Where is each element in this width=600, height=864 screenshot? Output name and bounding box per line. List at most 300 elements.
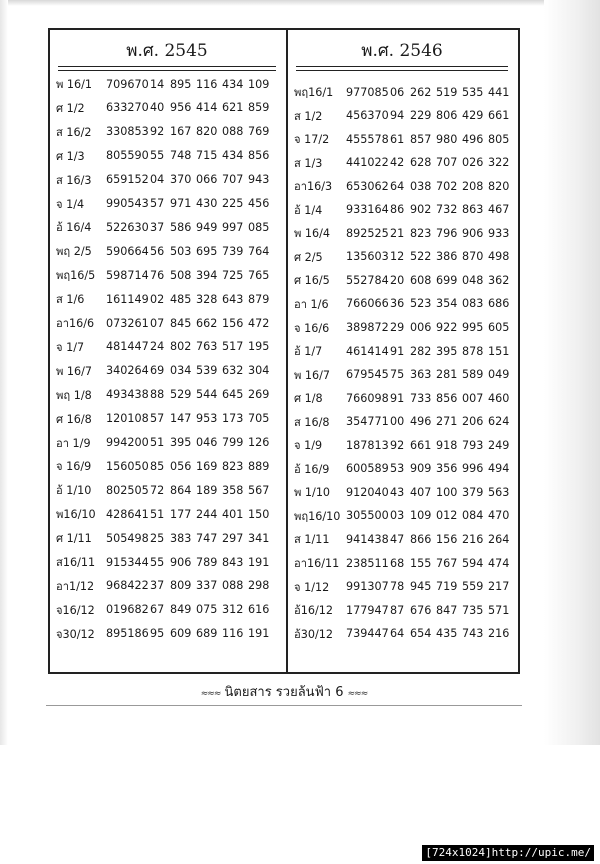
prize-number: 298 <box>248 579 270 593</box>
draw-date: จ 1/7 <box>56 340 85 354</box>
first-prize-number: 493438 <box>106 388 149 402</box>
prize-number: 747 <box>196 531 218 545</box>
draw-date: ศ 16/5 <box>294 274 330 288</box>
prize-number: 262 <box>410 85 432 99</box>
first-prize-number: 709670 <box>106 77 149 91</box>
prize-number: 109 <box>248 77 270 91</box>
first-prize-number: 238511 <box>346 556 389 570</box>
prize-number: 906 <box>170 555 192 569</box>
table-row <box>56 576 282 596</box>
draw-date: จ 16/6 <box>294 321 330 335</box>
table-row <box>294 435 514 455</box>
table-row <box>294 176 514 196</box>
table-row <box>294 529 514 549</box>
table-row <box>56 313 282 333</box>
draw-date: พ16/10 <box>56 508 96 522</box>
first-prize-number: 633270 <box>106 101 149 115</box>
prize-number: 229 <box>410 109 432 123</box>
first-prize-number: 766066 <box>346 297 389 311</box>
first-prize-number: 802505 <box>106 483 149 497</box>
page-shadow-top <box>0 0 600 6</box>
prize-number: 567 <box>248 483 270 497</box>
draw-date: อา 1/6 <box>294 297 329 311</box>
table-row <box>56 98 282 118</box>
prize-number: 508 <box>170 268 192 282</box>
prize-number: 522 <box>410 250 432 264</box>
prize-number: 78 <box>390 580 405 594</box>
page-shadow-left <box>0 0 8 745</box>
table-row <box>56 528 282 548</box>
page-shadow-right <box>544 0 600 745</box>
prize-number: 281 <box>436 368 458 382</box>
prize-number: 328 <box>196 292 218 306</box>
prize-number: 195 <box>248 340 270 354</box>
prize-number: 322 <box>488 156 510 170</box>
prize-number: 55 <box>150 555 165 569</box>
prize-number: 21 <box>390 226 405 240</box>
prize-number: 394 <box>196 268 218 282</box>
table-row <box>56 146 282 166</box>
prize-number: 271 <box>436 415 458 429</box>
draw-date: จ 16/9 <box>56 460 92 474</box>
first-prize-number: 590664 <box>106 244 149 258</box>
prize-number: 909 <box>410 462 432 476</box>
prize-number: 282 <box>410 344 432 358</box>
prize-number: 843 <box>222 555 244 569</box>
prize-number: 535 <box>462 85 484 99</box>
prize-number: 707 <box>222 173 244 187</box>
prize-number: 64 <box>390 179 405 193</box>
table-row <box>56 265 282 285</box>
first-prize-number: 428641 <box>106 507 149 521</box>
first-prize-number: 895186 <box>106 627 149 641</box>
table-row <box>294 577 514 597</box>
draw-date: ศ 2/5 <box>294 250 323 264</box>
first-prize-number: 019682 <box>106 603 149 617</box>
prize-number: 12 <box>390 250 405 264</box>
first-prize-number: 912040 <box>346 485 389 499</box>
prize-number: 793 <box>462 438 484 452</box>
first-prize-number: 739447 <box>346 627 389 641</box>
prize-number: 494 <box>488 462 510 476</box>
prize-number: 643 <box>222 292 244 306</box>
prize-number: 173 <box>222 412 244 426</box>
prize-number: 906 <box>462 226 484 240</box>
prize-number: 75 <box>390 368 405 382</box>
draw-date: อา16/6 <box>56 317 95 330</box>
draw-date: อ้16/12 <box>294 604 333 618</box>
first-prize-number: 187813 <box>346 438 389 452</box>
year-2545-header: พ.ศ. 2545 <box>58 40 276 71</box>
prize-number: 820 <box>488 179 510 193</box>
prize-number: 856 <box>248 149 270 163</box>
first-prize-number: 933164 <box>346 203 389 217</box>
prize-number: 43 <box>390 485 405 499</box>
draw-date: ส 16/3 <box>56 173 92 187</box>
prize-number: 37 <box>150 579 165 593</box>
prize-number: 705 <box>248 412 270 426</box>
draw-date: พ 16/7 <box>56 364 93 378</box>
prize-number: 628 <box>410 156 432 170</box>
prize-number: 91 <box>390 344 405 358</box>
prize-number: 695 <box>196 244 218 258</box>
prize-number: 046 <box>196 436 218 449</box>
prize-number: 354 <box>436 297 458 311</box>
prize-number: 72 <box>150 483 165 497</box>
prize-number: 806 <box>436 109 458 123</box>
prize-number: 434 <box>222 77 244 91</box>
table-row <box>56 433 282 453</box>
prize-number: 689 <box>196 627 218 641</box>
prize-number: 007 <box>462 391 484 405</box>
draw-date: อา16/3 <box>294 180 333 194</box>
first-prize-number: 994200 <box>106 436 149 449</box>
prize-number: 00 <box>390 415 405 429</box>
prize-number: 026 <box>462 156 484 170</box>
prize-number: 216 <box>488 627 510 641</box>
prize-number: 661 <box>410 438 432 452</box>
prize-number: 386 <box>436 250 458 264</box>
prize-number: 645 <box>222 388 244 402</box>
prize-number: 147 <box>170 412 192 426</box>
prize-number: 496 <box>410 415 432 429</box>
prize-number: 362 <box>488 273 510 287</box>
magazine-title: นิตยสาร รวยล้นฟ้า 6 <box>224 685 344 700</box>
prize-number: 066 <box>196 173 218 187</box>
table-row <box>56 504 282 524</box>
prize-number: 337 <box>196 579 218 593</box>
first-prize-number: 552784 <box>346 273 389 287</box>
draw-date: พ 1/10 <box>294 486 331 500</box>
prize-number: 735 <box>462 603 484 617</box>
prize-number: 902 <box>410 203 432 217</box>
first-prize-number: 892525 <box>346 226 389 240</box>
prize-number: 996 <box>462 462 484 476</box>
prize-number: 92 <box>150 125 165 139</box>
prize-number: 922 <box>436 321 458 334</box>
prize-number: 847 <box>436 603 458 617</box>
first-prize-number: 177947 <box>346 603 389 617</box>
prize-number: 264 <box>488 532 510 546</box>
prize-number: 823 <box>410 226 432 240</box>
table-row <box>294 294 514 314</box>
prize-number: 088 <box>222 125 244 139</box>
prize-number: 608 <box>410 273 432 287</box>
draw-date: อา16/11 <box>294 557 340 570</box>
prize-number: 206 <box>462 415 484 429</box>
prize-number: 789 <box>196 555 218 569</box>
draw-date: พฤ 2/5 <box>56 245 92 259</box>
prize-number: 820 <box>196 125 218 139</box>
prize-number: 083 <box>462 297 484 311</box>
first-prize-number: 941438 <box>346 532 389 546</box>
prize-number: 632 <box>222 364 244 378</box>
prize-number: 07 <box>150 316 165 330</box>
draw-date: ศ 1/11 <box>56 532 92 546</box>
prize-number: 864 <box>170 483 192 497</box>
draw-date: ส 1/2 <box>294 109 323 123</box>
first-prize-number: 990543 <box>106 197 149 210</box>
prize-number: 529 <box>170 388 192 402</box>
draw-date: ศ 1/3 <box>56 149 85 163</box>
prize-number: 997 <box>222 220 244 234</box>
prize-number: 799 <box>222 436 244 449</box>
draw-date: จ16/12 <box>56 603 95 617</box>
prize-number: 949 <box>196 220 218 234</box>
table-row <box>294 365 514 385</box>
prize-number: 401 <box>222 507 244 521</box>
table-row <box>56 385 282 405</box>
draw-date: จ 1/4 <box>56 197 85 211</box>
prize-number: 395 <box>170 436 192 449</box>
draw-date: ศ 1/8 <box>294 392 323 406</box>
prize-number: 918 <box>436 438 458 452</box>
prize-number: 719 <box>436 580 458 594</box>
prize-number: 802 <box>170 340 192 354</box>
first-prize-number: 968422 <box>106 579 149 593</box>
prize-number: 621 <box>222 101 244 115</box>
draw-date: อา1/12 <box>56 579 95 593</box>
table-row <box>294 553 514 573</box>
first-prize-number: 073261 <box>106 316 149 330</box>
table-row <box>294 129 514 149</box>
prize-number: 57 <box>150 412 165 426</box>
prize-number: 156 <box>436 532 458 546</box>
prize-number: 88 <box>150 388 165 402</box>
prize-number: 517 <box>222 340 244 354</box>
prize-number: 563 <box>488 485 510 499</box>
prize-number: 699 <box>436 273 458 287</box>
prize-number: 686 <box>488 297 510 311</box>
draw-date: อ้ 1/7 <box>294 345 323 359</box>
prize-number: 624 <box>488 415 510 429</box>
draw-date: อ้ 1/10 <box>56 484 92 498</box>
first-prize-number: 456370 <box>346 109 389 123</box>
first-prize-number: 354771 <box>346 415 389 429</box>
table-row <box>294 270 514 290</box>
prize-number: 971 <box>170 197 192 210</box>
prize-number: 474 <box>488 556 510 570</box>
prize-number: 088 <box>222 579 244 593</box>
prize-number: 472 <box>248 316 270 330</box>
draw-date: อา 1/9 <box>56 436 91 450</box>
prize-number: 55 <box>150 149 165 163</box>
prize-number: 863 <box>462 203 484 217</box>
prize-number: 034 <box>170 364 192 378</box>
prize-number: 244 <box>196 507 218 521</box>
prize-number: 116 <box>196 77 218 91</box>
prize-number: 430 <box>196 197 218 210</box>
table-row <box>294 153 514 173</box>
prize-number: 68 <box>390 556 405 570</box>
prize-number: 763 <box>196 340 218 354</box>
draw-date: จ30/12 <box>56 627 95 641</box>
table-row <box>294 482 514 502</box>
prize-number: 395 <box>436 344 458 358</box>
prize-number: 14 <box>150 77 165 91</box>
prize-number: 498 <box>488 250 510 264</box>
footer-rule <box>46 705 522 706</box>
prize-number: 012 <box>436 509 458 523</box>
prize-number: 823 <box>222 459 244 473</box>
prize-number: 249 <box>488 438 510 452</box>
draw-date: พฤ16/10 <box>294 509 341 523</box>
first-prize-number: 598714 <box>106 268 149 282</box>
prize-number: 20 <box>390 273 405 287</box>
prize-number: 57 <box>150 197 165 210</box>
prize-number: 859 <box>248 101 270 115</box>
year-2545-column <box>50 30 286 672</box>
table-row <box>56 241 282 261</box>
prize-number: 56 <box>150 244 165 258</box>
prize-number: 056 <box>170 459 192 473</box>
prize-number: 586 <box>170 220 192 234</box>
prize-number: 87 <box>390 603 405 617</box>
prize-number: 85 <box>150 459 165 473</box>
first-prize-number: 505498 <box>106 531 149 545</box>
prize-number: 856 <box>436 391 458 405</box>
prize-number: 435 <box>436 627 458 641</box>
prize-number: 25 <box>150 531 165 545</box>
prize-number: 358 <box>222 483 244 497</box>
prize-number: 764 <box>248 244 270 258</box>
table-row <box>56 361 282 381</box>
prize-number: 732 <box>436 203 458 217</box>
prize-number: 725 <box>222 268 244 282</box>
first-prize-number: 305500 <box>346 509 389 523</box>
prize-number: 304 <box>248 364 270 378</box>
prize-number: 956 <box>170 101 192 115</box>
prize-number: 363 <box>410 368 432 382</box>
first-prize-number: 156050 <box>106 459 149 473</box>
prize-number: 208 <box>462 179 484 193</box>
prize-number: 539 <box>196 364 218 378</box>
draw-date: ส 16/2 <box>56 125 92 139</box>
prize-number: 616 <box>248 603 270 617</box>
prize-number: 895 <box>170 77 192 91</box>
prize-number: 523 <box>410 297 432 311</box>
table-row <box>294 82 514 102</box>
prize-number: 191 <box>248 627 270 641</box>
prize-number: 94 <box>390 109 405 123</box>
table-row <box>56 289 282 309</box>
prize-number: 805 <box>488 132 510 146</box>
prize-number: 654 <box>410 627 432 641</box>
prize-number: 434 <box>222 149 244 163</box>
prize-number: 217 <box>488 580 510 594</box>
year-2546-column <box>286 30 518 672</box>
prize-number: 049 <box>488 368 510 382</box>
draw-date: จ 1/12 <box>294 580 330 594</box>
prize-number: 809 <box>170 579 192 593</box>
prize-number: 485 <box>170 292 192 306</box>
prize-number: 707 <box>436 156 458 170</box>
table-row <box>294 388 514 408</box>
draw-date: ส 1/6 <box>56 293 85 307</box>
prize-number: 933 <box>488 226 510 240</box>
prize-number: 06 <box>390 85 405 99</box>
prize-number: 24 <box>150 340 165 354</box>
draw-date: ส 1/3 <box>294 156 323 170</box>
prize-number: 29 <box>390 321 405 334</box>
prize-number: 870 <box>462 250 484 264</box>
prize-number: 429 <box>462 109 484 123</box>
prize-number: 676 <box>410 603 432 617</box>
prize-number: 715 <box>196 149 218 163</box>
draw-date: พฤ16/5 <box>56 269 96 283</box>
first-prize-number: 991307 <box>346 580 389 594</box>
footer-ornament-right: ≈≈≈ <box>347 689 368 699</box>
draw-date: อ้ 16/4 <box>56 221 92 235</box>
prize-number: 67 <box>150 603 165 617</box>
prize-number: 61 <box>390 132 405 146</box>
first-prize-number: 441022 <box>346 156 389 170</box>
draw-date: พ 16/7 <box>294 368 331 382</box>
prize-number: 605 <box>488 321 510 334</box>
first-prize-number: 161149 <box>106 292 149 306</box>
prize-number: 383 <box>170 531 192 545</box>
draw-date: จ 17/2 <box>294 133 330 147</box>
draw-date: พ 16/4 <box>294 227 331 241</box>
table-row <box>294 600 514 620</box>
table-row <box>294 106 514 126</box>
prize-number: 40 <box>150 101 165 115</box>
prize-number: 109 <box>410 509 432 523</box>
first-prize-number: 653062 <box>346 179 389 193</box>
prize-number: 796 <box>436 226 458 240</box>
prize-number: 341 <box>248 531 270 545</box>
prize-number: 559 <box>462 580 484 594</box>
prize-number: 167 <box>170 125 192 139</box>
prize-number: 297 <box>222 531 244 545</box>
first-prize-number: 977085 <box>346 85 389 99</box>
prize-number: 084 <box>462 509 484 523</box>
prize-number: 155 <box>410 556 432 570</box>
draw-date: ศ 1/2 <box>56 101 85 115</box>
prize-number: 571 <box>488 603 510 617</box>
prize-number: 441 <box>488 85 510 99</box>
prize-number: 126 <box>248 436 270 449</box>
year-2546-header: พ.ศ. 2546 <box>296 40 508 71</box>
first-prize-number: 766098 <box>346 391 389 405</box>
table-row <box>294 247 514 267</box>
table-row <box>56 337 282 357</box>
prize-number: 47 <box>390 532 405 546</box>
draw-date: อ้ 16/9 <box>294 462 330 476</box>
prize-number: 496 <box>462 132 484 146</box>
prize-number: 42 <box>390 156 405 170</box>
table-row <box>294 412 514 432</box>
prize-number: 86 <box>390 203 405 217</box>
first-prize-number: 659152 <box>106 173 149 187</box>
first-prize-number: 679545 <box>346 368 389 382</box>
table-row <box>56 194 282 214</box>
draw-date: พฤ 1/8 <box>56 388 92 402</box>
lottery-results-table <box>48 28 520 674</box>
table-row <box>56 409 282 429</box>
first-prize-number: 600589 <box>346 462 389 476</box>
prize-number: 733 <box>410 391 432 405</box>
prize-number: 407 <box>410 485 432 499</box>
table-row <box>56 624 282 644</box>
table-row <box>294 223 514 243</box>
draw-date: ส 16/8 <box>294 415 330 429</box>
prize-number: 116 <box>222 627 244 641</box>
prize-number: 151 <box>488 344 510 358</box>
table-row <box>56 217 282 237</box>
prize-number: 739 <box>222 244 244 258</box>
first-prize-number: 340264 <box>106 364 149 378</box>
